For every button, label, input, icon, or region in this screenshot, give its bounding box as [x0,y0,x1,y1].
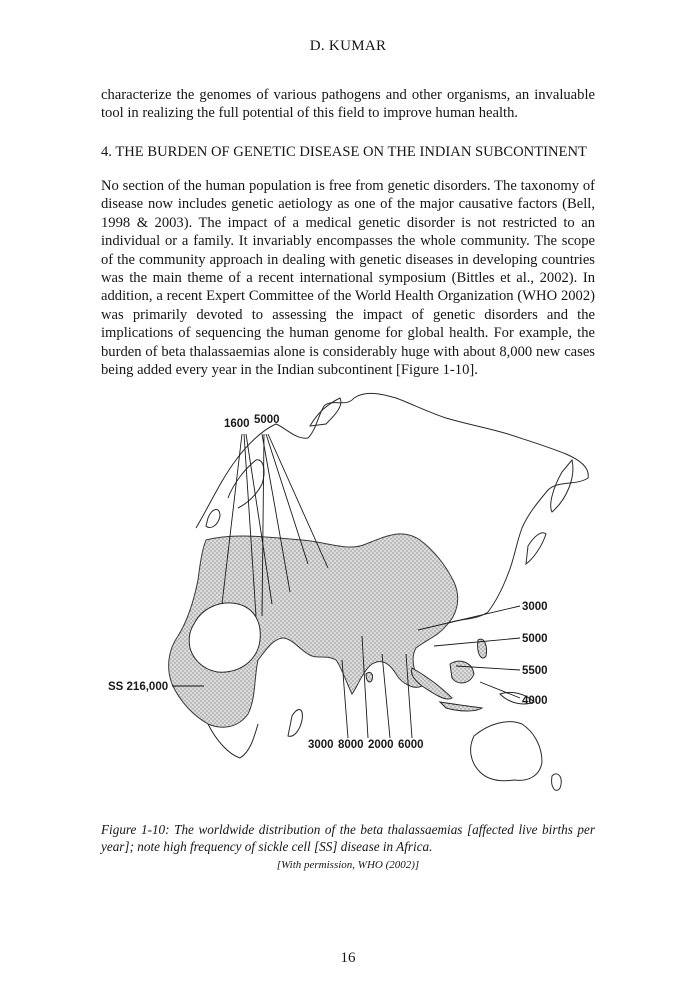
running-head: D. KUMAR [309,38,387,54]
sri-lanka-outline [366,672,373,682]
figure-thalassaemia-map [96,368,600,810]
southern-africa-outline [208,724,258,758]
label-top-left: 1600 [224,418,250,430]
label-bottom-3: 2000 [368,739,394,751]
figure-credit: [With permission, WHO (2002)] [276,859,420,871]
java-outline [440,702,482,711]
label-east-2: 5000 [522,633,548,645]
label-east-3: 5500 [522,665,548,677]
british-isles-outline [206,509,220,527]
australia-outline [471,722,542,781]
label-bottom-4: 6000 [398,739,424,751]
intro-paragraph: characterize the genomes of various pathogens and other organisms, an invaluable tool in realizing the full potential of this field to improve human health. [101,87,595,122]
label-sickle-cell: SS 216,000 [108,681,169,693]
world-map [96,368,600,810]
section-paragraph: No section of the human population is free from genetic disorders. The taxonomy of disease now includes genetic aetiology as one of the major causative factors (Bell, 1998 & 2003). The impact of a medical genetic disorder is not restricted to an individual or a family. It invariably encompasses the whole community. The scope of the community approach in dealing with genetic diseases in developing countries was the main theme of a recent international symposium (Bittles et al., 2002). In addition, a recent Expert Committee of the World Health Organization (WHO 2002) was primarily devoted to assessing the impact of genetic disorders and the implications of sequencing the human genome for global health. For example, the burden of beta thalassaemias alone is considerably huge with about 8,000 new cases being added every year in the Indian subcontinent [Figure 1-10]. [101,178,595,379]
label-top-right: 5000 [254,414,280,426]
new-zealand-outline [552,774,562,790]
page-number: 16 [340,950,356,966]
label-bottom-2: 8000 [338,739,364,751]
figure-caption: Figure 1-10: The worldwide distribution of the beta thalassaemias [affected live births per year]; note high frequency of sickle cell [SS] disease in Africa. [101,822,595,854]
label-bottom-1: 3000 [308,739,334,751]
borneo-outline [450,661,474,683]
japan-outline [526,533,546,564]
label-east-1: 3000 [522,601,548,613]
section-heading: 4. THE BURDEN OF GENETIC DISEASE ON THE INDIAN SUBCONTINENT [101,144,587,160]
madagascar-outline [288,710,302,737]
label-east-4: 4000 [522,695,548,707]
